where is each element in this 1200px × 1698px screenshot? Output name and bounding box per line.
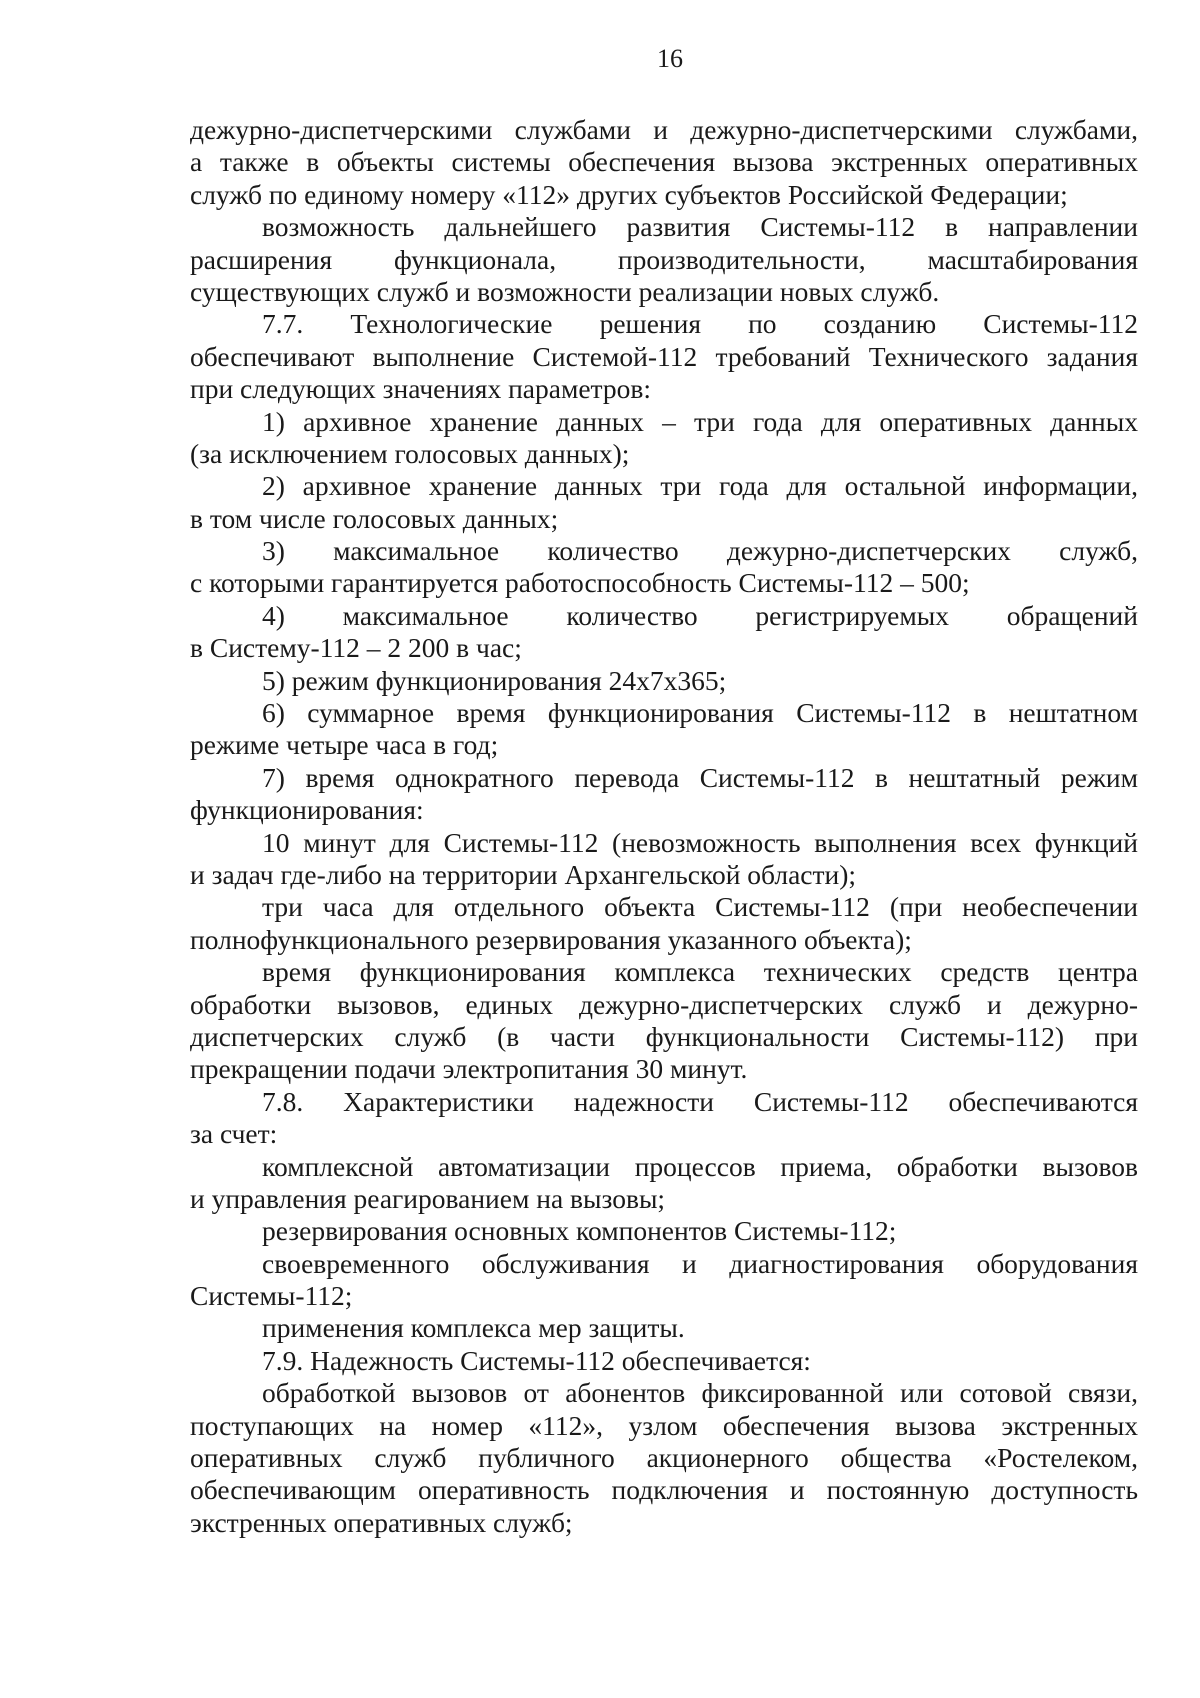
text-line: Системы-112;	[190, 1280, 353, 1312]
text-line: обеспечивающим оперативность подключения и постоянную доступность	[190, 1474, 1138, 1506]
text-line: полнофункционального резервирования указанного объекта);	[190, 923, 912, 955]
text-line: 4) максимальное количество регистрируемых обращений	[262, 599, 1138, 631]
text-line: 10 минут для Системы-112 (невозможность выполнения всех функций	[262, 826, 1138, 858]
text-line: три часа для отдельного объекта Системы-112 (при необеспечении	[262, 891, 1138, 923]
text-line: 2) архивное хранение данных три года для остальной информации,	[262, 470, 1138, 502]
text-line: в Систему-112 – 2 200 в час;	[190, 632, 522, 664]
text-line: обеспечивают выполнение Системой-112 требований Технического задания	[190, 340, 1138, 372]
text-line: с которыми гарантируется работоспособность Системы-112 – 500;	[190, 567, 970, 599]
text-line: (за исключением голосовых данных);	[190, 437, 630, 469]
text-line: обработкой вызовов от абонентов фиксированной или сотовой связи,	[262, 1377, 1138, 1409]
text-line: 7.8. Характеристики надежности Системы-112 обеспечиваются	[262, 1085, 1138, 1117]
text-line: служб по единому номеру «112» других субъектов Российской Федерации;	[190, 178, 1068, 210]
text-line: 7.9. Надежность Системы-112 обеспечивается:	[262, 1344, 811, 1376]
text-line: 6) суммарное время функционирования Системы-112 в нештатном	[262, 697, 1138, 729]
text-line: время функционирования комплекса технических средств центра	[262, 956, 1138, 988]
text-line: обработки вызовов, единых дежурно-диспетчерских служб и дежурно-	[190, 988, 1138, 1020]
text-line: при следующих значениях параметров:	[190, 373, 652, 405]
page-number: 16	[657, 44, 683, 73]
text-line: комплексной автоматизации процессов приема, обработки вызовов	[262, 1150, 1138, 1182]
text-line: 5) режим функционирования 24x7x365;	[262, 664, 727, 696]
text-line: функционирования:	[190, 794, 424, 826]
text-line: своевременного обслуживания и диагностирования оборудования	[262, 1247, 1138, 1279]
text-line: экстренных оперативных служб;	[190, 1506, 573, 1538]
document-body	[190, 114, 1138, 1539]
text-line: прекращении подачи электропитания 30 минут.	[190, 1053, 748, 1085]
text-line: существующих служб и возможности реализации новых служб.	[190, 275, 940, 307]
text-line: дежурно-диспетчерскими службами и дежурно-диспетчерскими службами,	[190, 114, 1138, 145]
text-line: режиме четыре часа в год;	[190, 729, 499, 761]
text-line: 7) время однократного перевода Системы-112 в нештатный режим	[262, 761, 1138, 793]
text-line: диспетчерских служб (в части функциональности Системы-112) при	[190, 1020, 1138, 1052]
text-line: 3) максимальное количество дежурно-диспетчерских служб,	[262, 535, 1138, 567]
text-line: расширения функционала, производительности, масштабирования	[190, 243, 1138, 275]
text-line: и задач где-либо на территории Архангельской области);	[190, 858, 857, 890]
text-line: применения комплекса мер защиты.	[262, 1312, 685, 1344]
text-line: поступающих на номер «112», узлом обеспечения вызова экстренных	[190, 1409, 1138, 1441]
text-line: возможность дальнейшего развития Системы-112 в направлении	[262, 211, 1138, 243]
text-line: в том числе голосовых данных;	[190, 502, 559, 534]
text-line: оперативных служб публичного акционерного общества «Ростелеком,	[190, 1442, 1138, 1474]
text-line: за счет:	[190, 1118, 278, 1150]
text-line: 1) архивное хранение данных – три года для оперативных данных	[262, 405, 1138, 437]
text-line: и управления реагированием на вызовы;	[190, 1182, 666, 1214]
text-line: а также в объекты системы обеспечения вызова экстренных оперативных	[190, 146, 1138, 178]
text-line: резервирования основных компонентов Системы-112;	[262, 1215, 897, 1247]
text-line: 7.7. Технологические решения по созданию Системы-112	[262, 308, 1138, 340]
